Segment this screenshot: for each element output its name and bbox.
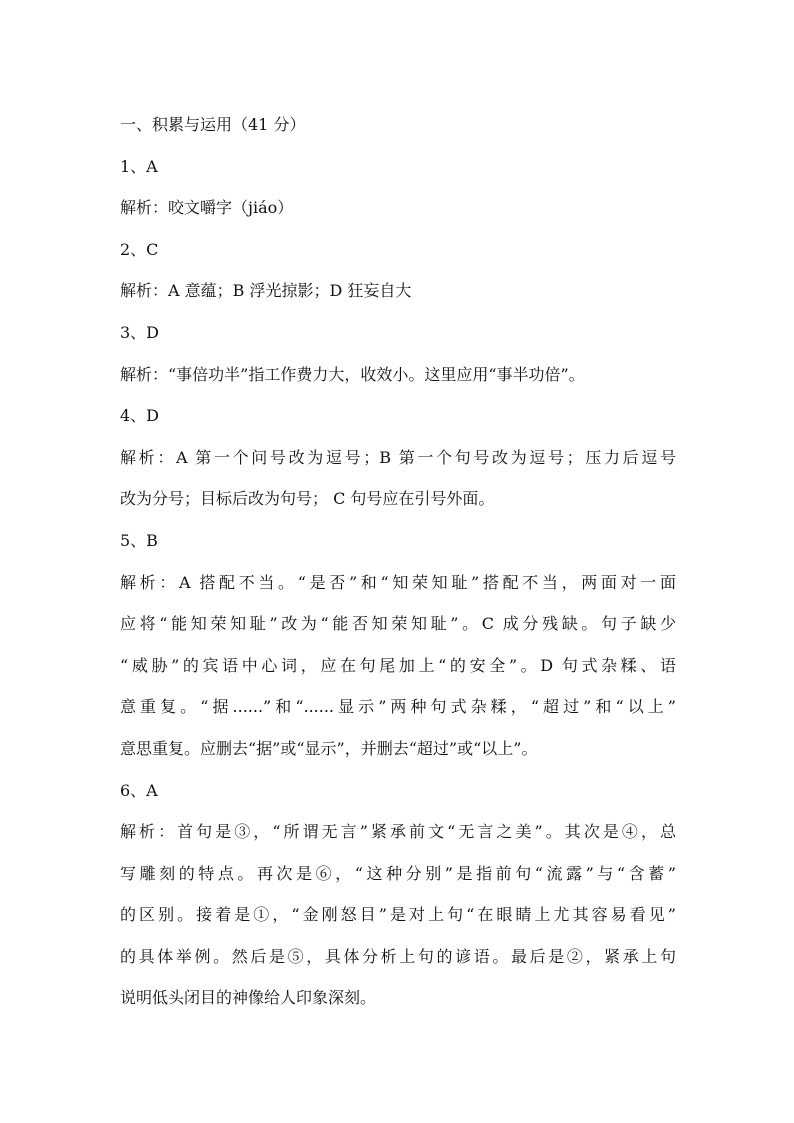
explanation-2-line-1: 解析：A 意蕴；B 浮光掠影；D 狂妄自大	[120, 281, 412, 301]
explanation-3-line-1: 解析：“事倍功半”指工作费力大，收效小。这里应用“事半功倍”。	[120, 364, 585, 384]
section-title: 一、积累与运用（41 分）	[120, 115, 306, 134]
explanation-6-line-1: 解析：首句是③，“所谓无言”紧承前文“无言之美”。其次是④，总	[120, 822, 676, 842]
answer-3: 3、D	[120, 322, 160, 342]
explanation-6-line-3: 的区别。接着是①，“金刚怒目”是对上句“在眼睛上尤其容易看见”	[120, 905, 676, 925]
explanation-6-line-2: 写雕刻的特点。再次是⑥，“这种分别”是指前句“流露”与“含蓄”	[120, 863, 676, 883]
explanation-1-line-1: 解析：咬文嚼字（jiáo）	[120, 198, 294, 218]
explanation-5-line-5: 意思重复。应删去“据”或“显示”，并删去“超过”或“以上”。	[120, 738, 538, 758]
answer-5: 5、B	[120, 530, 158, 550]
answer-6: 6、A	[120, 780, 158, 800]
explanation-6-line-5: 说明低头闭目的神像给人印象深刻。	[120, 988, 377, 1008]
explanation-6-line-4: 的具体举例。然后是⑤，具体分析上句的谚语。最后是②，紧承上句	[120, 946, 676, 966]
answer-document	[120, 104, 676, 1019]
answer-2: 2、C	[120, 239, 159, 259]
explanation-5-line-2: 应将“能知荣知耻”改为“能否知荣知耻”。C 成分残缺。句子缺少	[120, 614, 676, 634]
explanation-5-line-4: 意重复。“据......”和“......显示”两种句式杂糅，“超过”和“以上”	[120, 697, 676, 717]
explanation-5-line-3: “威胁”的宾语中心词，应在句尾加上“的安全”。D 句式杂糅、语	[120, 655, 676, 675]
explanation-4-line-1: 解析：A 第一个问号改为逗号；B 第一个句号改为逗号；压力后逗号	[120, 447, 676, 467]
answer-4: 4、D	[120, 406, 160, 426]
answer-1: 1、A	[120, 156, 158, 176]
explanation-5-line-1: 解析：A 搭配不当。“是否”和“知荣知耻”搭配不当，两面对一面	[120, 572, 676, 592]
explanation-4-line-2: 改为分号；目标后改为句号； C 句号应在引号外面。	[120, 489, 495, 509]
